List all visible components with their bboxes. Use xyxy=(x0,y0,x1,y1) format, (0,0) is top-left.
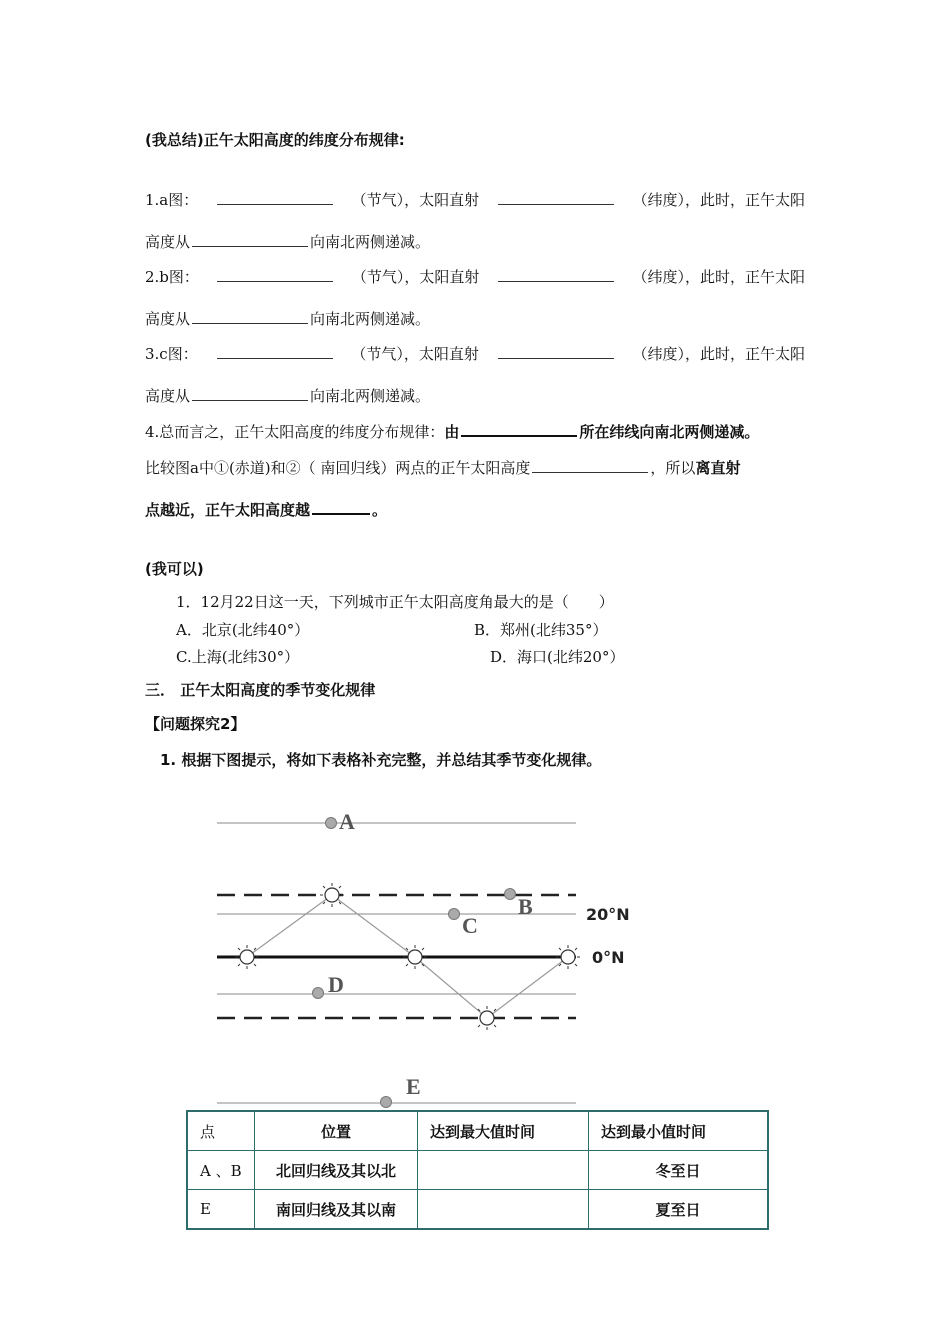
q3-jieqi-text: （节气），太阳直射 xyxy=(351,345,479,363)
point-c-marker xyxy=(449,909,460,920)
q2-blank-weidu[interactable] xyxy=(498,267,614,282)
header-min-time: 达到最小值时间 xyxy=(589,1111,769,1151)
header-point: 点 xyxy=(187,1111,255,1151)
table-row xyxy=(187,1190,768,1230)
task-instruction: 1. 根据下图提示，将如下表格补充完整，并总结其季节变化规律。 xyxy=(160,751,602,769)
q2-jieqi-text: （节气），太阳直射 xyxy=(351,268,480,286)
latitude-20n-label: 20°N xyxy=(586,905,630,924)
point-d-marker xyxy=(313,988,324,999)
q4-label: 4.总而言之，正午太阳高度的纬度分布规律： xyxy=(145,423,445,441)
q3-blank-jieqi[interactable] xyxy=(217,344,333,359)
compare-line2 xyxy=(145,499,387,520)
point-e-marker xyxy=(381,1097,392,1108)
q1-jieqi-text: （节气），太阳直射 xyxy=(351,191,480,209)
question-3-line1 xyxy=(145,343,805,364)
point-b-marker xyxy=(505,889,516,900)
q2-blank-jieqi[interactable] xyxy=(217,267,333,282)
mc-option-b[interactable]: B．郑州(北纬35°） xyxy=(474,621,608,639)
mc-option-a[interactable]: A．北京(北纬40°） xyxy=(176,621,310,639)
question-1-line1 xyxy=(145,189,805,210)
cell-position: 北回归线及其以北 xyxy=(255,1151,418,1190)
cell-min-time: 夏至日 xyxy=(589,1190,769,1230)
cell-min-time: 冬至日 xyxy=(589,1151,769,1190)
cell-point: A 、B xyxy=(187,1151,255,1190)
can-title: (我可以) xyxy=(145,560,204,578)
header-position: 位置 xyxy=(255,1111,418,1151)
section-3-title: 三． 正午太阳高度的季节变化规律 xyxy=(145,681,376,699)
q3-line2-prefix: 高度从 xyxy=(145,387,191,405)
compare-line1 xyxy=(145,457,740,478)
cell-max-time[interactable] xyxy=(418,1190,589,1230)
compare-blank-1[interactable] xyxy=(532,458,648,473)
cell-point: E xyxy=(187,1190,255,1230)
question-2-line2 xyxy=(145,308,430,329)
q2-line2-prefix: 高度从 xyxy=(145,310,191,328)
q1-line2-prefix: 高度从 xyxy=(145,233,191,251)
q4-bold-from: 由 xyxy=(444,423,460,441)
compare-bold-near: 离直射 xyxy=(695,459,741,477)
seasonal-table xyxy=(186,1110,769,1230)
q3-weidu-text: （纬度），此时，正午太阳 xyxy=(632,345,805,363)
compare-so: ，所以 xyxy=(650,459,696,477)
compare-text: 比较图a中①(赤道)和②（ 南回归线）两点的正午太阳高度 xyxy=(145,459,531,477)
question-2-line1 xyxy=(145,266,805,287)
q3-label: 3.c图： xyxy=(145,345,198,363)
question-4 xyxy=(145,421,759,442)
q2-weidu-text: （纬度），此时，正午太阳 xyxy=(632,268,805,286)
q2-label: 2.b图： xyxy=(145,268,199,286)
point-e-label: E xyxy=(406,1074,421,1099)
point-a-label: A xyxy=(339,809,355,834)
q4-blank[interactable] xyxy=(461,421,577,437)
q4-bold-rule: 所在纬线向南北两侧递减。 xyxy=(579,423,760,441)
point-d-label: D xyxy=(328,972,344,997)
mc-option-d[interactable]: D．海口(北纬20°） xyxy=(490,648,625,666)
table-header-row xyxy=(187,1111,768,1151)
inquiry-title: 【问题探究2】 xyxy=(145,715,246,733)
q2-line2-suffix: 向南北两侧递减。 xyxy=(310,310,431,328)
q1-blank-jieqi[interactable] xyxy=(217,190,333,205)
compare-blank-2[interactable] xyxy=(312,499,370,515)
latitude-0n-label: 0°N xyxy=(592,948,625,967)
q3-blank-weidu[interactable] xyxy=(498,344,614,359)
q1-blank-from[interactable] xyxy=(192,232,308,247)
q1-weidu-text: （纬度），此时，正午太阳 xyxy=(632,191,805,209)
mc-question: 1．12月22日这一天，下列城市正午太阳高度角最大的是（ ） xyxy=(176,593,614,611)
compare-end: 。 xyxy=(372,501,388,519)
q1-blank-weidu[interactable] xyxy=(498,190,614,205)
solar-position-diagram xyxy=(210,800,650,1110)
mc-option-c[interactable]: C.上海(北纬30°） xyxy=(176,648,300,666)
q3-line2-suffix: 向南北两侧递减。 xyxy=(310,387,431,405)
summary-title: (我总结)正午太阳高度的纬度分布规律: xyxy=(145,131,405,149)
table-row xyxy=(187,1151,768,1190)
q1-label: 1.a图： xyxy=(145,191,199,209)
cell-max-time[interactable] xyxy=(418,1151,589,1190)
question-3-line2 xyxy=(145,385,430,406)
point-c-label: C xyxy=(462,913,478,938)
q3-blank-from[interactable] xyxy=(192,386,308,401)
q2-blank-from[interactable] xyxy=(192,309,308,324)
q1-line2-suffix: 向南北两侧递减。 xyxy=(310,233,431,251)
question-1-line2 xyxy=(145,231,430,252)
compare-line2-text: 点越近，正午太阳高度越 xyxy=(145,501,311,519)
header-max-time: 达到最大值时间 xyxy=(418,1111,589,1151)
point-b-label: B xyxy=(518,894,533,919)
point-a-marker xyxy=(326,818,337,829)
cell-position: 南回归线及其以南 xyxy=(255,1190,418,1230)
